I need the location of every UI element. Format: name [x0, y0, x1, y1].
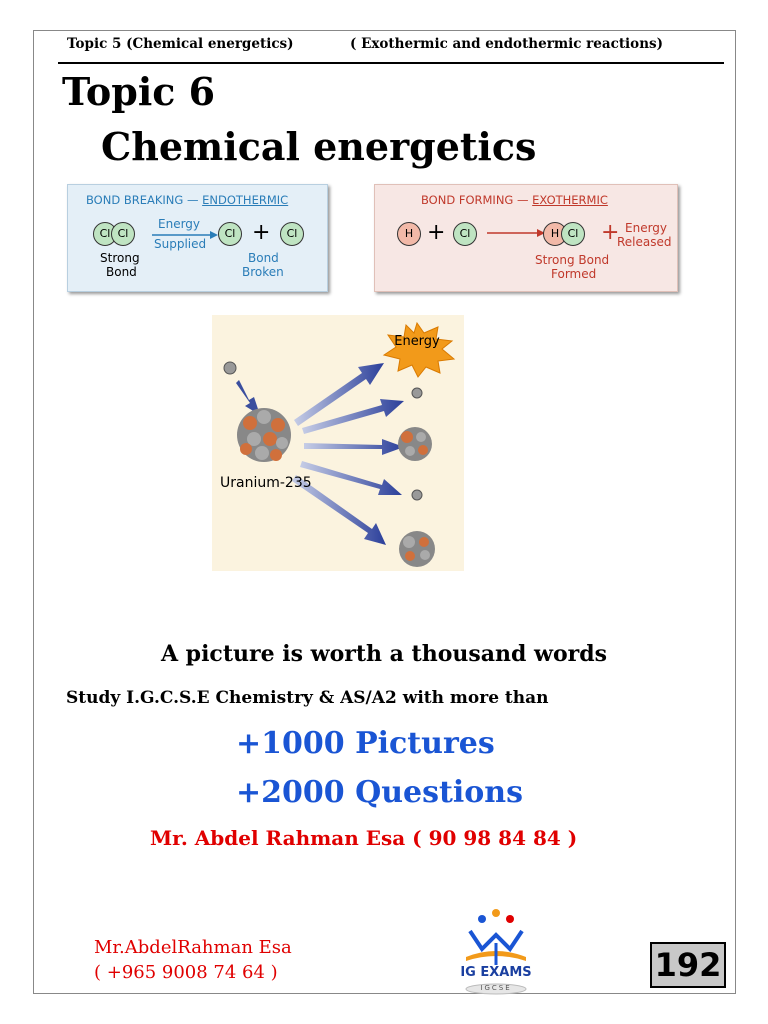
topic-number: Topic 6: [62, 69, 216, 114]
bond-label: Bond: [248, 251, 279, 265]
right-arrow-icon: [487, 229, 545, 237]
bond-breaking-title: BOND BREAKING — ENDOTHERMIC: [86, 193, 289, 207]
pictures-count: +1000 Pictures: [236, 726, 495, 761]
bond-forming-panel: [374, 184, 678, 292]
study-line: Study I.G.C.S.E Chemistry & AS/A2 with more than: [66, 688, 549, 708]
header-right: ( Exothermic and endothermic reactions): [350, 36, 663, 52]
running-header: [67, 36, 663, 52]
uranium-label: Uranium-235: [220, 475, 312, 491]
fission-diagram: [212, 315, 464, 571]
fission-illustration: [212, 315, 464, 571]
questions-count: +2000 Questions: [236, 775, 523, 810]
hydrogen-atom: H: [397, 222, 421, 246]
energy-label: Energy: [625, 221, 668, 235]
chlorine-atom: Cl: [561, 222, 585, 246]
plus-sign: +: [252, 220, 271, 245]
topic-title: Chemical energetics: [101, 124, 537, 169]
plus-sign: +: [601, 220, 620, 245]
contact-line: Mr. Abdel Rahman Esa ( 90 98 84 84 ): [150, 826, 578, 850]
chlorine-atom: Cl: [453, 222, 477, 246]
logo-graphic-icon: [456, 905, 536, 995]
quote: A picture is worth a thousand words: [160, 641, 608, 667]
hydrogen-atom: H: [543, 222, 567, 246]
chlorine-atom: Cl: [218, 222, 242, 246]
footer-phone: ( +965 9008 74 64 ): [94, 962, 278, 983]
ig-exams-logo: [456, 905, 536, 995]
logo-subtext: IGCSE: [480, 984, 512, 992]
plus-sign: +: [427, 220, 446, 245]
fragment-nucleus-icon: [399, 531, 435, 567]
header-rule: [58, 62, 724, 64]
chlorine-atom: Cl: [93, 222, 117, 246]
bond-label: Bond: [106, 265, 137, 279]
header-left: Topic 5 (Chemical energetics): [67, 36, 294, 52]
page-number: 192: [650, 942, 726, 988]
energy-star-icon: [384, 323, 454, 377]
bond-forming-title: BOND FORMING — EXOTHERMIC: [421, 193, 608, 207]
strong-label: Strong: [100, 251, 140, 265]
broken-label: Broken: [242, 265, 284, 279]
energy-label: Energy: [394, 334, 440, 349]
fragment-nucleus-icon: [398, 427, 432, 461]
released-label: Released: [617, 235, 672, 249]
uranium-nucleus-icon: [237, 408, 291, 462]
formed-label: Formed: [551, 267, 597, 281]
chlorine-atom: Cl: [111, 222, 135, 246]
supplied-label: Supplied: [154, 237, 207, 251]
logo-text: IG EXAMS: [460, 965, 532, 980]
footer-name: Mr.AbdelRahman Esa: [94, 937, 292, 958]
strong-bond-label: Strong Bond: [535, 253, 610, 267]
energy-label: Energy: [158, 217, 201, 231]
chlorine-atom: Cl: [280, 222, 304, 246]
bond-breaking-panel: [67, 184, 328, 292]
